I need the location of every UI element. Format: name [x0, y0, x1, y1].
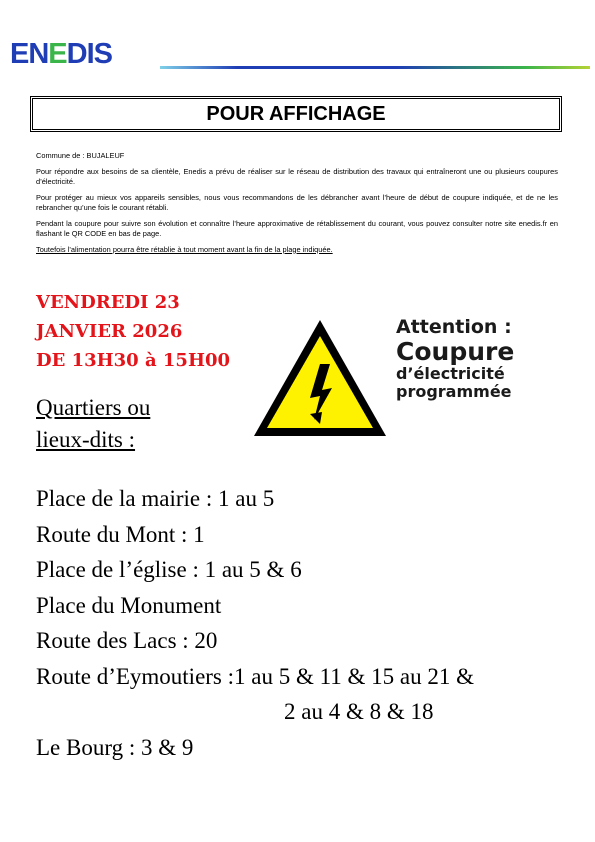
address-item: Route du Mont : 1: [36, 521, 205, 547]
outage-time: DE 13H30 à 15H00: [36, 350, 231, 371]
intro-paragraph-3: Pendant la coupure pour suivre son évolution et connaître l’heure approximative de rétablissement du courant, vous pouvez consulter notre site enedis.fr en flashant le QR CODE en bas de page.: [36, 218, 558, 238]
intro-paragraph-1: Pour répondre aux besoins de sa clientèle, Enedis a prévu de réaliser sur le réseau de distribution des travaux qui entraîneront une ou plusieurs coupures d’électricité.: [36, 166, 558, 186]
enedis-logo: [10, 40, 112, 69]
address-item: Place de la mairie : 1 au 5: [36, 486, 275, 511]
quartiers-line-2: lieux-dits :: [36, 427, 136, 452]
commune-line: Commune de : BUJALEUF: [36, 151, 125, 160]
header-rule: [160, 66, 590, 69]
quartiers-heading: [36, 392, 150, 456]
address-item-continuation: 2 au 4 & 8 & 18: [284, 699, 434, 724]
outage-day: VENDREDI 23: [36, 292, 180, 313]
banner-title: POUR AFFICHAGE: [206, 102, 386, 125]
logo-part-1: EN: [10, 38, 49, 70]
high-voltage-warning-icon: [250, 316, 390, 440]
attention-notice: [396, 318, 514, 400]
intro-block: [36, 151, 558, 260]
address-item: Place de l’église : 1 au 5 & 6: [36, 557, 302, 582]
logo-part-2: E: [48, 38, 67, 70]
attention-line-3: d’électricité: [396, 364, 505, 383]
intro-paragraph-4: Toutefois l’alimentation pourra être rétablie à tout moment avant la fin de la plage indiquée.: [36, 244, 333, 254]
attention-line-2: Coupure: [396, 337, 515, 366]
attention-line-1: Attention :: [396, 316, 512, 338]
outage-month-year: JANVIER 2026: [36, 321, 183, 342]
address-item: Place du Monument: [36, 592, 222, 618]
page-title: [30, 96, 562, 132]
address-item: Route des Lacs : 20: [36, 628, 218, 653]
logo-part-3: DIS: [66, 38, 112, 70]
quartiers-line-1: Quartiers ou: [36, 395, 151, 420]
attention-line-4: programmée: [396, 382, 512, 401]
intro-paragraph-2: Pour protéger au mieux vos appareils sensibles, nous vous recommandons de les débrancher avant l’heure de début de coupure indiquée, et de ne les rebrancher qu’une fois le courant rétabli.: [36, 192, 558, 212]
outage-schedule: [36, 288, 230, 375]
address-item: Route d’Eymoutiers :1 au 5 & 11 & 15 au 21 &: [36, 663, 475, 689]
address-item: Le Bourg : 3 & 9: [36, 734, 194, 760]
address-list: [36, 481, 474, 765]
